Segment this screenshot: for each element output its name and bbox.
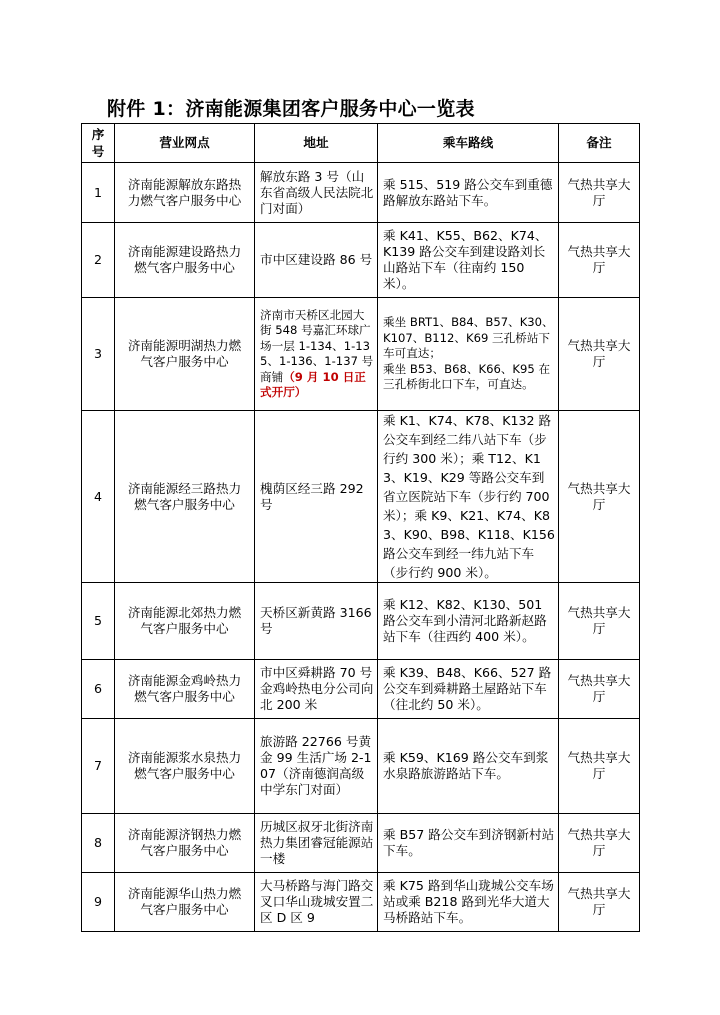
table-row	[82, 163, 640, 223]
row-note: 气热共享大厅	[559, 411, 640, 583]
row-address: 历城区叔牙北街济南热力集团睿冠能源站一楼	[255, 814, 378, 873]
row-index: 4	[82, 411, 115, 583]
row-outlet: 济南能源明湖热力燃气客户服务中心	[115, 298, 255, 411]
header-note: 备注	[559, 124, 640, 163]
row-address: 市中区建设路 86 号	[255, 223, 378, 298]
row-route-line-1: 乘坐 BRT1、B84、B57、K30、K107、B112、K69 三孔桥站下车可直达；	[383, 315, 554, 361]
row-index: 1	[82, 163, 115, 223]
row-route: 乘 515、519 路公交车到重德路解放东路站下车。	[378, 163, 559, 223]
table-row	[82, 583, 640, 660]
row-address	[255, 298, 378, 411]
row-address: 市中区舜耕路 70 号金鸡岭热电分公司向北 200 米	[255, 660, 378, 719]
opening-date-note: （9 月 10 日正式开厅）	[260, 369, 366, 399]
row-note: 气热共享大厅	[559, 660, 640, 719]
table-row	[82, 660, 640, 719]
row-note: 气热共享大厅	[559, 298, 640, 411]
row-address-text: 济南市天桥区北园大街 548 号嘉汇环球广场一层 1-134、1-135、1-136、1-137 号商铺	[260, 307, 374, 384]
row-note: 气热共享大厅	[559, 873, 640, 932]
row-route: 乘 K12、K82、K130、501 路公交车到小清河北路新赵路站下车（往西约 400 米）。	[378, 583, 559, 660]
row-outlet: 济南能源华山热力燃气客户服务中心	[115, 873, 255, 932]
row-index: 7	[82, 719, 115, 814]
table-row	[82, 814, 640, 873]
row-route: 乘 K75 路到华山珑城公交车场站或乘 B218 路到光华大道大马桥路站下车。	[378, 873, 559, 932]
row-outlet: 济南能源金鸡岭热力燃气客户服务中心	[115, 660, 255, 719]
row-outlet: 济南能源济钢热力燃气客户服务中心	[115, 814, 255, 873]
row-index: 2	[82, 223, 115, 298]
row-note: 气热共享大厅	[559, 583, 640, 660]
header-outlet: 营业网点	[115, 124, 255, 163]
row-index: 5	[82, 583, 115, 660]
row-address: 旅游路 22766 号黄金 99 生活广场 2-107（济南德润高级中学东门对面）	[255, 719, 378, 814]
row-index: 6	[82, 660, 115, 719]
row-outlet: 济南能源解放东路热力燃气客户服务中心	[115, 163, 255, 223]
row-index: 8	[82, 814, 115, 873]
header-index: 序号	[82, 124, 115, 163]
table-row	[82, 873, 640, 932]
page-title: 附件 1：济南能源集团客户服务中心一览表	[107, 98, 475, 120]
row-route: 乘 K1、K74、K78、K132 路公交车到经二纬八站下车（步行约 300 米）；乘 T12、K13、K19、K29 等路公交车到省立医院站下车（步行约 700 米）；乘 K9、K21、K74、K83、K90、B98、K118、K156 路公交车到经一纬九站下车（步行约 900 米）。	[378, 411, 559, 583]
row-note: 气热共享大厅	[559, 163, 640, 223]
service-center-table	[81, 123, 640, 932]
row-route: 乘 B57 路公交车到济钢新村站下车。	[378, 814, 559, 873]
row-outlet: 济南能源建设路热力燃气客户服务中心	[115, 223, 255, 298]
header-route: 乘车路线	[378, 124, 559, 163]
row-index: 9	[82, 873, 115, 932]
row-route: 乘 K41、K55、B62、K74、K139 路公交车到建设路刘长山路站下车（往南约 150 米）。	[378, 223, 559, 298]
row-address: 天桥区新黄路 3166 号	[255, 583, 378, 660]
row-address: 大马桥路与海门路交叉口华山珑城安置二区 D 区 9	[255, 873, 378, 932]
row-outlet: 济南能源浆水泉热力燃气客户服务中心	[115, 719, 255, 814]
table-row	[82, 411, 640, 583]
table-header-row	[82, 124, 640, 163]
row-outlet: 济南能源北郊热力燃气客户服务中心	[115, 583, 255, 660]
row-address: 槐荫区经三路 292 号	[255, 411, 378, 583]
row-note: 气热共享大厅	[559, 223, 640, 298]
row-route	[378, 298, 559, 411]
row-address: 解放东路 3 号（山东省高级人民法院北门对面）	[255, 163, 378, 223]
row-note: 气热共享大厅	[559, 719, 640, 814]
row-outlet: 济南能源经三路热力燃气客户服务中心	[115, 411, 255, 583]
row-index: 3	[82, 298, 115, 411]
table-row	[82, 223, 640, 298]
row-route-line-2: 乘坐 B53、B68、K66、K95 在三孔桥街北口下车，可直达。	[383, 361, 551, 392]
row-route: 乘 K39、B48、K66、527 路公交车到舜耕路土屋路站下车（往北约 50 米）。	[378, 660, 559, 719]
header-address: 地址	[255, 124, 378, 163]
row-note: 气热共享大厅	[559, 814, 640, 873]
table-row	[82, 298, 640, 411]
row-route: 乘 K59、K169 路公交车到浆水泉路旅游路站下车。	[378, 719, 559, 814]
table-row	[82, 719, 640, 814]
